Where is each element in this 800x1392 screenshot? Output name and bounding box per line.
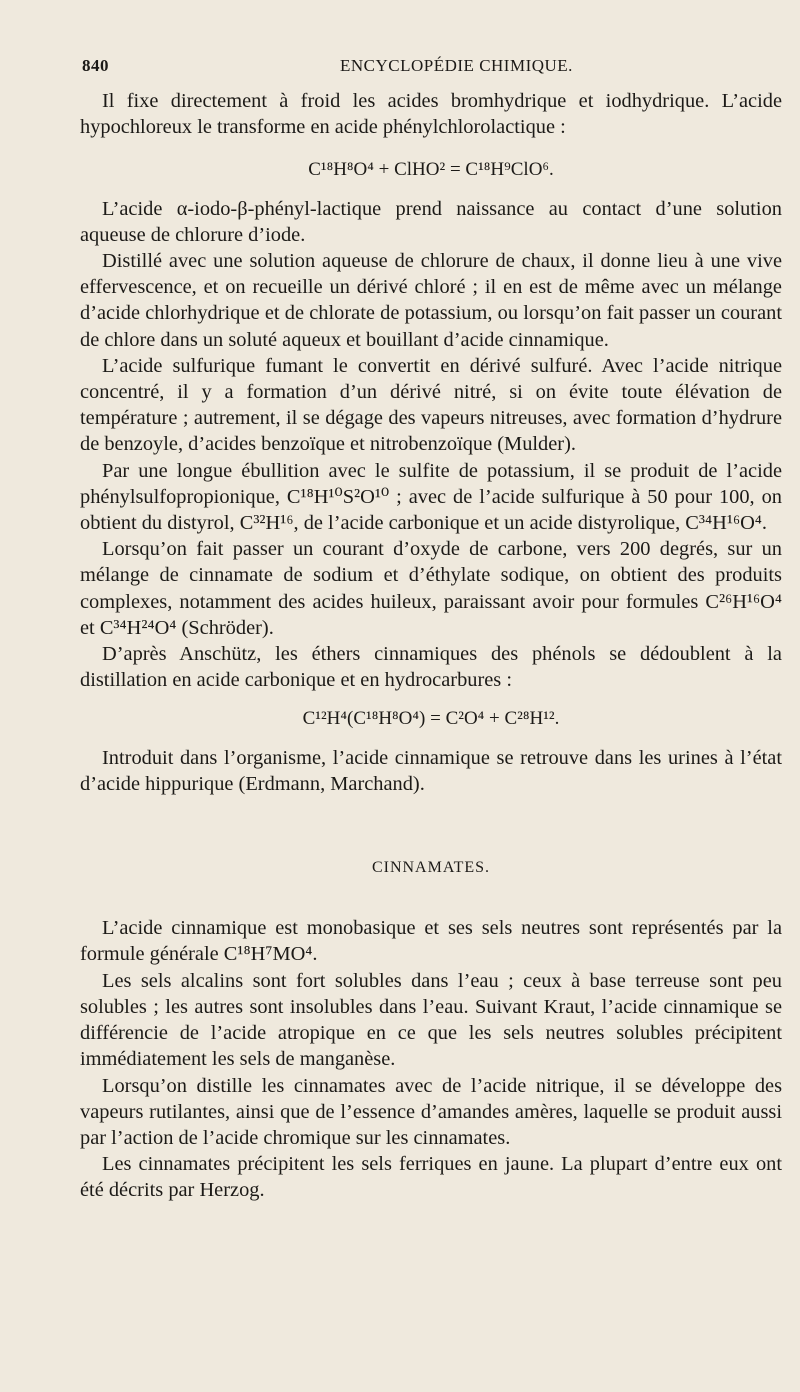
paragraph-ferric-salts: Les cinnamates précipitent les sels ferriques en jaune. La plupart d’entre eux ont été décrits par Herzog. xyxy=(80,1153,782,1202)
paragraph-sulfite: Par une longue ébullition avec le sulfite de potassium, il se produit de l’acide phénylsulfopropionique, C¹⁸H¹⁰S²O¹⁰ ; avec de l’acide sulfurique à 50 pour 100, on obtient du distyrol, C³²H¹⁶, de l’acide carbonique et un acide distyrolique, C³⁴H¹⁶O⁴. xyxy=(80,459,782,535)
page-header xyxy=(82,56,780,84)
paragraph-anschutz: D’après Anschütz, les éthers cinnamiques des phénols se dédoublent à la distillation en acide carbonique et en hydrocarbures : xyxy=(80,643,782,692)
paragraph-solubility: Les sels alcalins sont fort solubles dans l’eau ; ceux à base terreuse sont peu solubles ; les autres sont insolubles dans l’eau. Suivant Kraut, l’acide cinnamique se différencie de l’acide atropique en ce que les sels neutres solubles précipitent immédiatement les sels de manganèse. xyxy=(80,969,782,1071)
paragraph-organism: Introduit dans l’organisme, l’acide cinnamique se retrouve dans les urines à l’état d’acide hippurique (Erdmann, Marchand). xyxy=(80,746,782,795)
paragraph-carbon-oxide: Lorsqu’on fait passer un courant d’oxyde de carbone, vers 200 degrés, sur un mélange de cinnamate de sodium et d’éthylate sodique, on obtient des produits complexes, notamment des acides huileux, paraissant avoir pour formules C²⁶H¹⁶O⁴ et C³⁴H²⁴O⁴ (Schröder). xyxy=(80,538,782,639)
running-head: ENCYCLOPÉDIE CHIMIQUE. xyxy=(340,56,573,75)
page-number: 840 xyxy=(82,56,109,75)
body-text xyxy=(80,88,782,1204)
paragraph-halogen-acids: Il fixe directement à froid les acides bromhydrique et iodhydrique. L’acide hypochloreux le transforme en acide phénylchlorolactique : xyxy=(80,90,782,139)
paragraph-chlorination: Distillé avec une solution aqueuse de chlorure de chaux, il donne lieu à une vive effervescence, et on recueille un dérivé chloré ; il en est de même avec un mélange d’acide chlorhydrique et de chlorate de potassium, ou lorsqu’on fait passer un courant de chlore dans un soluté aqueux et bouillant d’acide cinnamique. xyxy=(80,250,782,351)
paragraph-monobasic: L’acide cinnamique est monobasique et ses sels neutres sont représentés par la formule générale C¹⁸H⁷MO⁴. xyxy=(80,917,782,966)
paragraph-iodo-lactic: L’acide α-iodo-β-phényl-lactique prend naissance au contact d’une solution aqueuse de chlorure d’iode. xyxy=(80,197,782,246)
formula-phenol-ethers: C¹²H⁴(C¹⁸H⁸O⁴) = C²O⁴ + C²⁸H¹². xyxy=(302,708,560,730)
paragraph-distillation: Lorsqu’on distille les cinnamates avec de l’acide nitrique, il se développe des vapeurs rutilantes, ainsi que de l’essence d’amandes amères, laquelle se produit aussi par l’action de l’acide chromique sur les cinnamates. xyxy=(80,1074,782,1149)
formula-hypochlorous: C¹⁸H⁸O⁴ + ClHO² = C¹⁸H⁹ClO⁶. xyxy=(308,159,554,181)
section-heading-cinnamates: CINNAMATES. xyxy=(371,859,491,877)
paragraph-sulfuric-nitric: L’acide sulfurique fumant le convertit en dérivé sulfuré. Avec l’acide nitrique concentré, il y a formation d’un dérivé nitré, si on évite toute élévation de température ; autrement, il se dégage des vapeurs nitreuses, avec formation d’hydrure de benzoyle, d’acides benzoïque et nitrobenzoïque (Mulder). xyxy=(80,354,782,456)
